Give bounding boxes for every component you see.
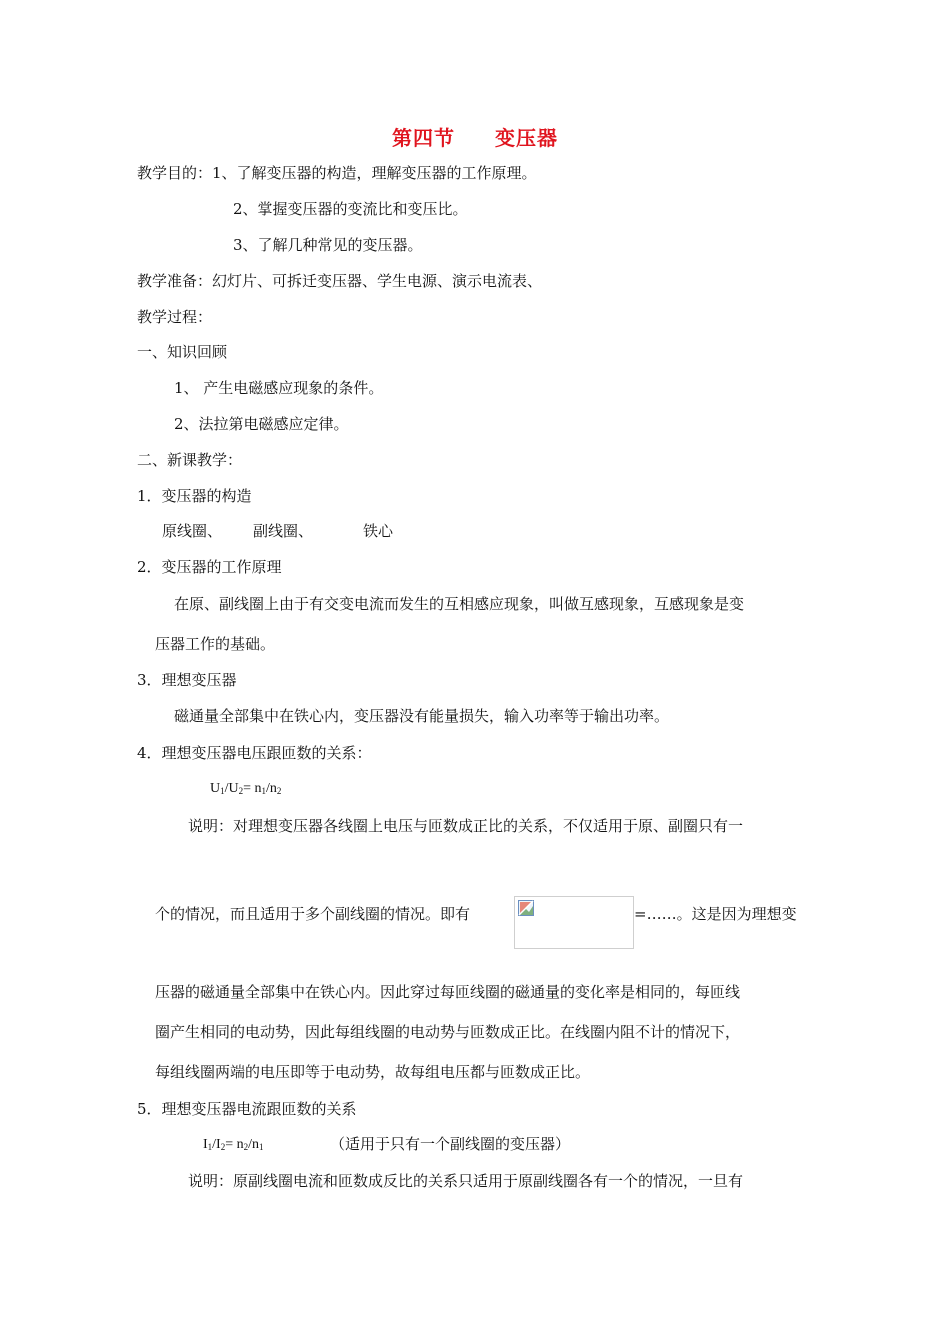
note1-line4: 圈产生相同的电动势，因此每组线圈的电动势与匝数成正比。在线圈内阻不计的情况下， (155, 1023, 741, 1041)
item3-paragraph: 磁通量全部集中在铁心内，变压器没有能量损失，输入功率等于输出功率。 (174, 707, 670, 725)
current-formula-note: （适用于只有一个副线圈的变压器） (330, 1135, 571, 1153)
note1-line2-start: 个的情况，而且适用于多个副线圈的情况。即有 (155, 905, 471, 923)
item1-part-core: 铁心 (363, 522, 394, 540)
note1-line2-end: =……。这是因为理想变 (634, 905, 797, 923)
item2-heading: 2．变压器的工作原理 (137, 558, 282, 576)
teaching-objectives: 教学目的：1、了解变压器的构造，理解变压器的工作原理。 (137, 164, 537, 182)
teaching-process: 教学过程： (137, 308, 213, 326)
item2-paragraph-line2: 压器工作的基础。 (155, 635, 276, 653)
title-topic: 变压器 (495, 126, 558, 150)
note1-line1: 说明：对理想变压器各线圈上电压与匝数成正比的关系，不仅适用于原、副圈只有一 (188, 817, 744, 835)
item1-part-secondary: 副线圈、 (253, 522, 314, 540)
item2-paragraph-line1: 在原、副线圈上由于有交变电流而发生的互相感应现象，叫做互感现象，互感现象是变 (174, 595, 745, 613)
teaching-preparation: 教学准备：幻灯片、可拆迁变压器、学生电源、演示电流表、 (137, 272, 543, 290)
review-item-2: 2、法拉第电磁感应定律。 (174, 415, 349, 433)
objective-3: 3、了解几种常见的变压器。 (233, 236, 423, 254)
item3-heading: 3．理想变压器 (137, 671, 237, 689)
title-section: 第四节 (392, 126, 455, 150)
review-item-1: 1、 产生电磁感应现象的条件。 (174, 379, 384, 397)
note2-line1: 说明：原副线圈电流和匝数成反比的关系只适用于原副线圈各有一个的情况，一旦有 (188, 1172, 744, 1190)
objective-2: 2、掌握变压器的变流比和变压比。 (233, 200, 468, 218)
broken-image-icon (518, 900, 534, 916)
item1-part-primary: 原线圈、 (162, 522, 223, 540)
item4-heading: 4．理想变压器电压跟匝数的关系： (137, 744, 372, 762)
formula-image-placeholder (514, 896, 634, 949)
note1-line3: 压器的磁通量全部集中在铁心内。因此穿过每匝线圈的磁通量的变化率是相同的，每匝线 (155, 983, 741, 1001)
item1-heading: 1．变压器的构造 (137, 487, 252, 505)
note1-line5: 每组线圈两端的电压即等于电动势，故每组电压都与匝数成正比。 (155, 1063, 591, 1081)
item5-heading: 5．理想变压器电流跟匝数的关系 (137, 1100, 357, 1118)
section-new-lesson-heading: 二、新课教学： (137, 451, 243, 469)
current-formula: $I_1/I_2= n_2/n_1$ (203, 1137, 264, 1152)
page-title (0, 122, 950, 151)
voltage-formula: $U_1/U_2= n_1/n_2$ (210, 781, 282, 796)
section-review-heading: 一、知识回顾 (137, 343, 228, 361)
